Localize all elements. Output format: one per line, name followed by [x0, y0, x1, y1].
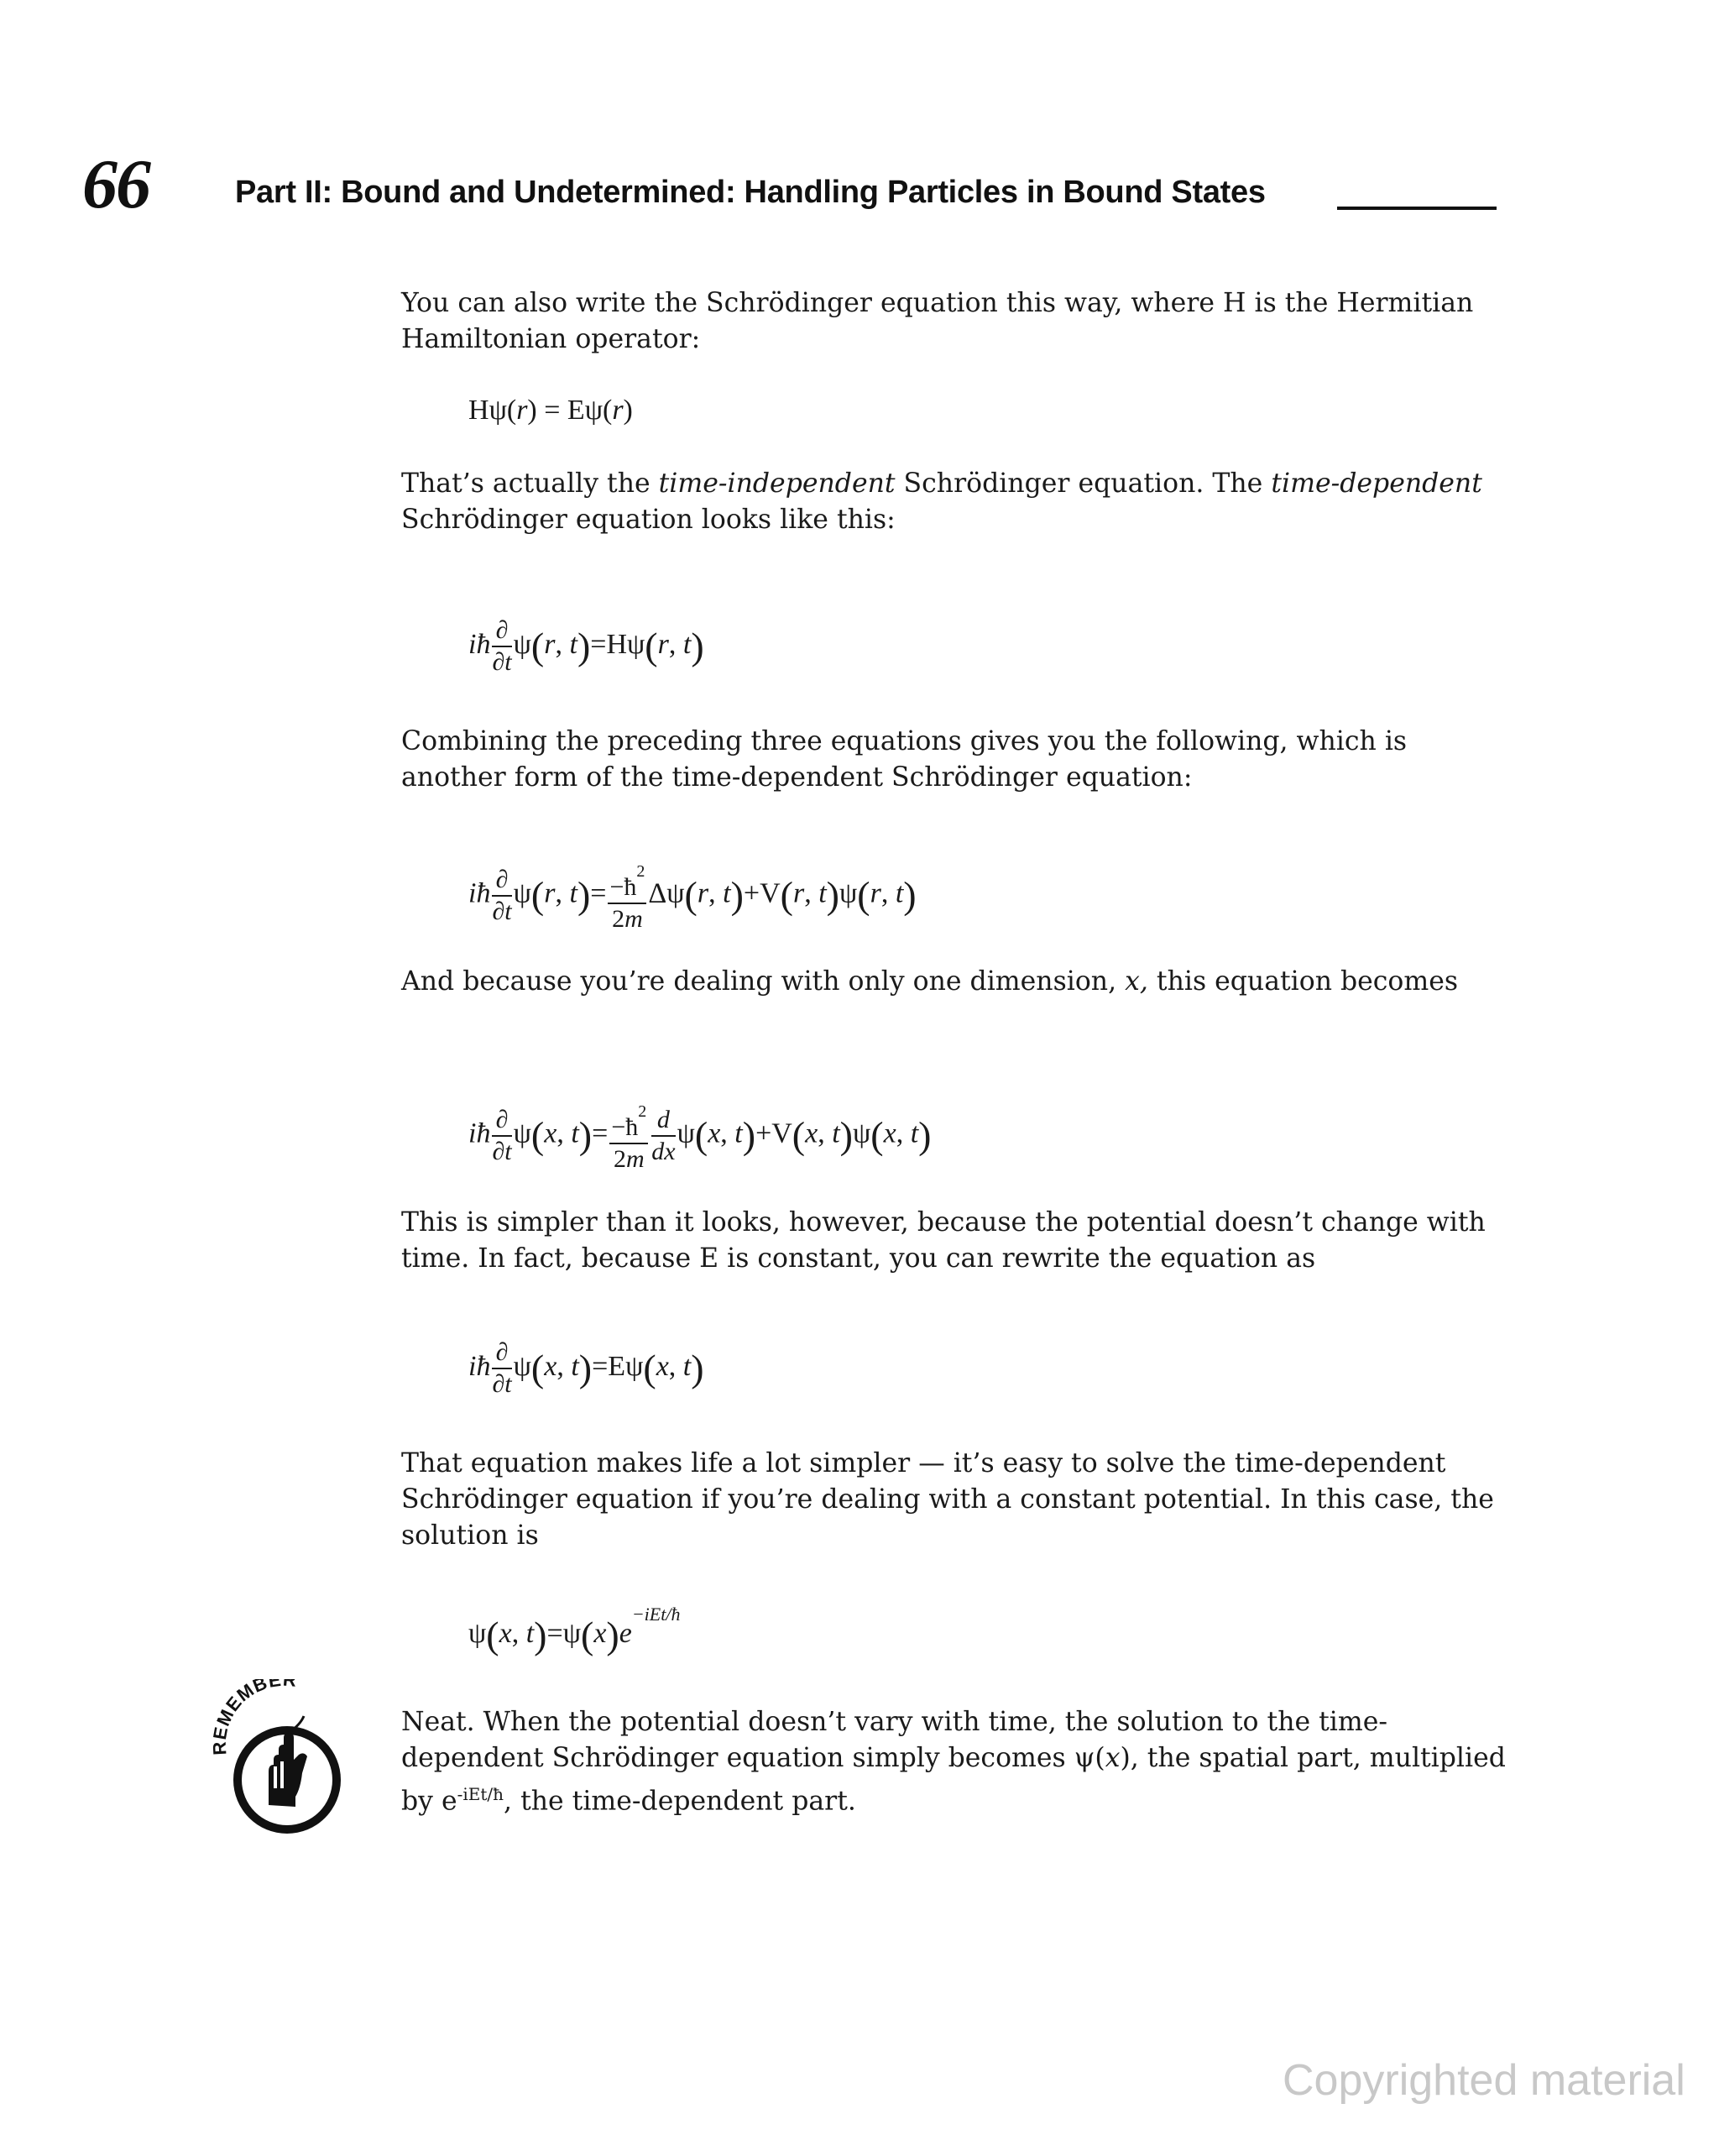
copyright-watermark: Copyrighted material: [1283, 2056, 1685, 2105]
header-rule: [1337, 207, 1497, 210]
running-head: Part II: Bound and Undetermined: Handling Particles in Bound States: [235, 175, 1266, 210]
remember-icon: [201, 1679, 369, 1847]
equation-2: iħ $\frac{\partial}{\partial t}$ ψ(r, t)=Hψ(r, t): [468, 616, 704, 676]
equation-3: iħ $\frac{\partial}{\partial t}$ ψ(r, t)= $\frac{-ħ^2}{2m}$ Δψ(r, t)+V(r, t)ψ(r, t): [468, 858, 917, 933]
paragraph-6: That equation makes life a lot simpler — it’s easy to solve the time-dependent Schrödinger equation if you’re dealing with a constant potential. In this case, the solution is: [401, 1448, 1494, 1551]
paragraph-7: Neat. When the potential doesn’t vary with time, the solution to the time-dependent Schrödinger equation simply becomes ψ(x), the spatial part, multiplied by $e^{-iEt/ħ}$, the time-dependent part.: [401, 1707, 1506, 1817]
equation-5: iħ $\frac{\partial}{\partial t}$ ψ(x, t)=Eψ(x, t): [468, 1338, 704, 1398]
page-number: 66: [82, 145, 149, 223]
paragraph-3: Combining the preceding three equations gives you the following, which is another form of the time-dependent Schrödinger equation:: [401, 726, 1408, 793]
paragraph-5: This is simpler than it looks, however, because the potential doesn’t change with time. In fact, because E is constant, you can rewrite the equation as: [401, 1207, 1486, 1274]
equation-4: iħ $\frac{\partial}{\partial t}$ ψ(x, t)= $\frac{-ħ^2}{2m}$ $\frac{d}{dx}$ ψ(x, t)+V(x, t)ψ(x, t): [468, 1098, 932, 1173]
paragraph-1: You can also write the Schrödinger equation this way, where H is the Hermitian Hamiltonian operator:: [401, 288, 1474, 354]
equation-1: Hψ(r) = Eψ(r): [468, 395, 633, 426]
remember-label: REMEMBER: [208, 1679, 298, 1756]
paragraph-2: That’s actually the time-independent Schrödinger equation. The time-dependent Schrödinger equation looks like this:: [401, 468, 1482, 535]
paragraph-4: And because you’re dealing with only one dimension, x, this equation becomes: [401, 966, 1459, 997]
equation-6: ψ(x, $t)=\psi(x)e^{-iEt/ħ}$: [468, 1604, 681, 1657]
